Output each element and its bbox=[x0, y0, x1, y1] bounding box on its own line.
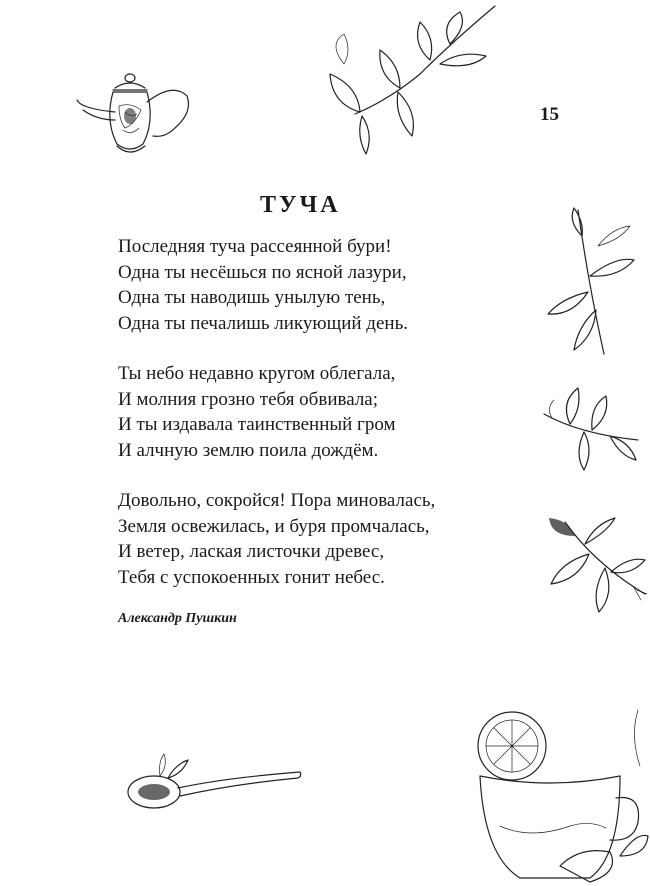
tea-branch-right-middle bbox=[540, 384, 640, 472]
page-number: 15 bbox=[540, 104, 559, 125]
poem-line: Ты небо недавно кругом облегала, bbox=[118, 363, 396, 384]
teapot-illustration bbox=[75, 66, 200, 166]
stanza-3 bbox=[118, 488, 518, 590]
tea-branch-top bbox=[300, 4, 510, 154]
stanza-1 bbox=[118, 234, 518, 336]
poem-line: И ветер, лаская листочки древес, bbox=[118, 541, 385, 562]
poem-line: Одна ты несёшься по ясной лазури, bbox=[118, 261, 407, 283]
poem-line: Одна ты наводишь унылую тень, bbox=[118, 287, 386, 308]
spoon-with-tea-leaves bbox=[124, 754, 304, 814]
glass-teacup-with-lemon bbox=[470, 706, 650, 886]
tea-branch-right-upper bbox=[538, 206, 650, 356]
stanza-2 bbox=[118, 361, 518, 463]
poem-line: И алчную землю поила дождём. bbox=[118, 439, 379, 461]
tea-branch-right-lower bbox=[545, 514, 650, 614]
poem-line: Земля освежилась, и буря промчалась, bbox=[118, 515, 430, 537]
poem-body bbox=[118, 234, 518, 615]
poem-title: ТУЧА bbox=[260, 192, 341, 218]
poem-line: Тебя с успокоенных гонит небес. bbox=[118, 566, 385, 588]
poem-line: Одна ты печалишь ликующий день. bbox=[118, 312, 408, 334]
poem-line: Последняя туча рассеянной бури! bbox=[118, 236, 392, 257]
poem-line: Довольно, сокройся! Пора миновалась, bbox=[118, 490, 436, 511]
poem-line: И молния грозно тебя обвивала; bbox=[118, 388, 379, 410]
poem-line: И ты издавала таинственный гром bbox=[118, 414, 396, 435]
poem-author: Александр Пушкин bbox=[118, 611, 237, 626]
